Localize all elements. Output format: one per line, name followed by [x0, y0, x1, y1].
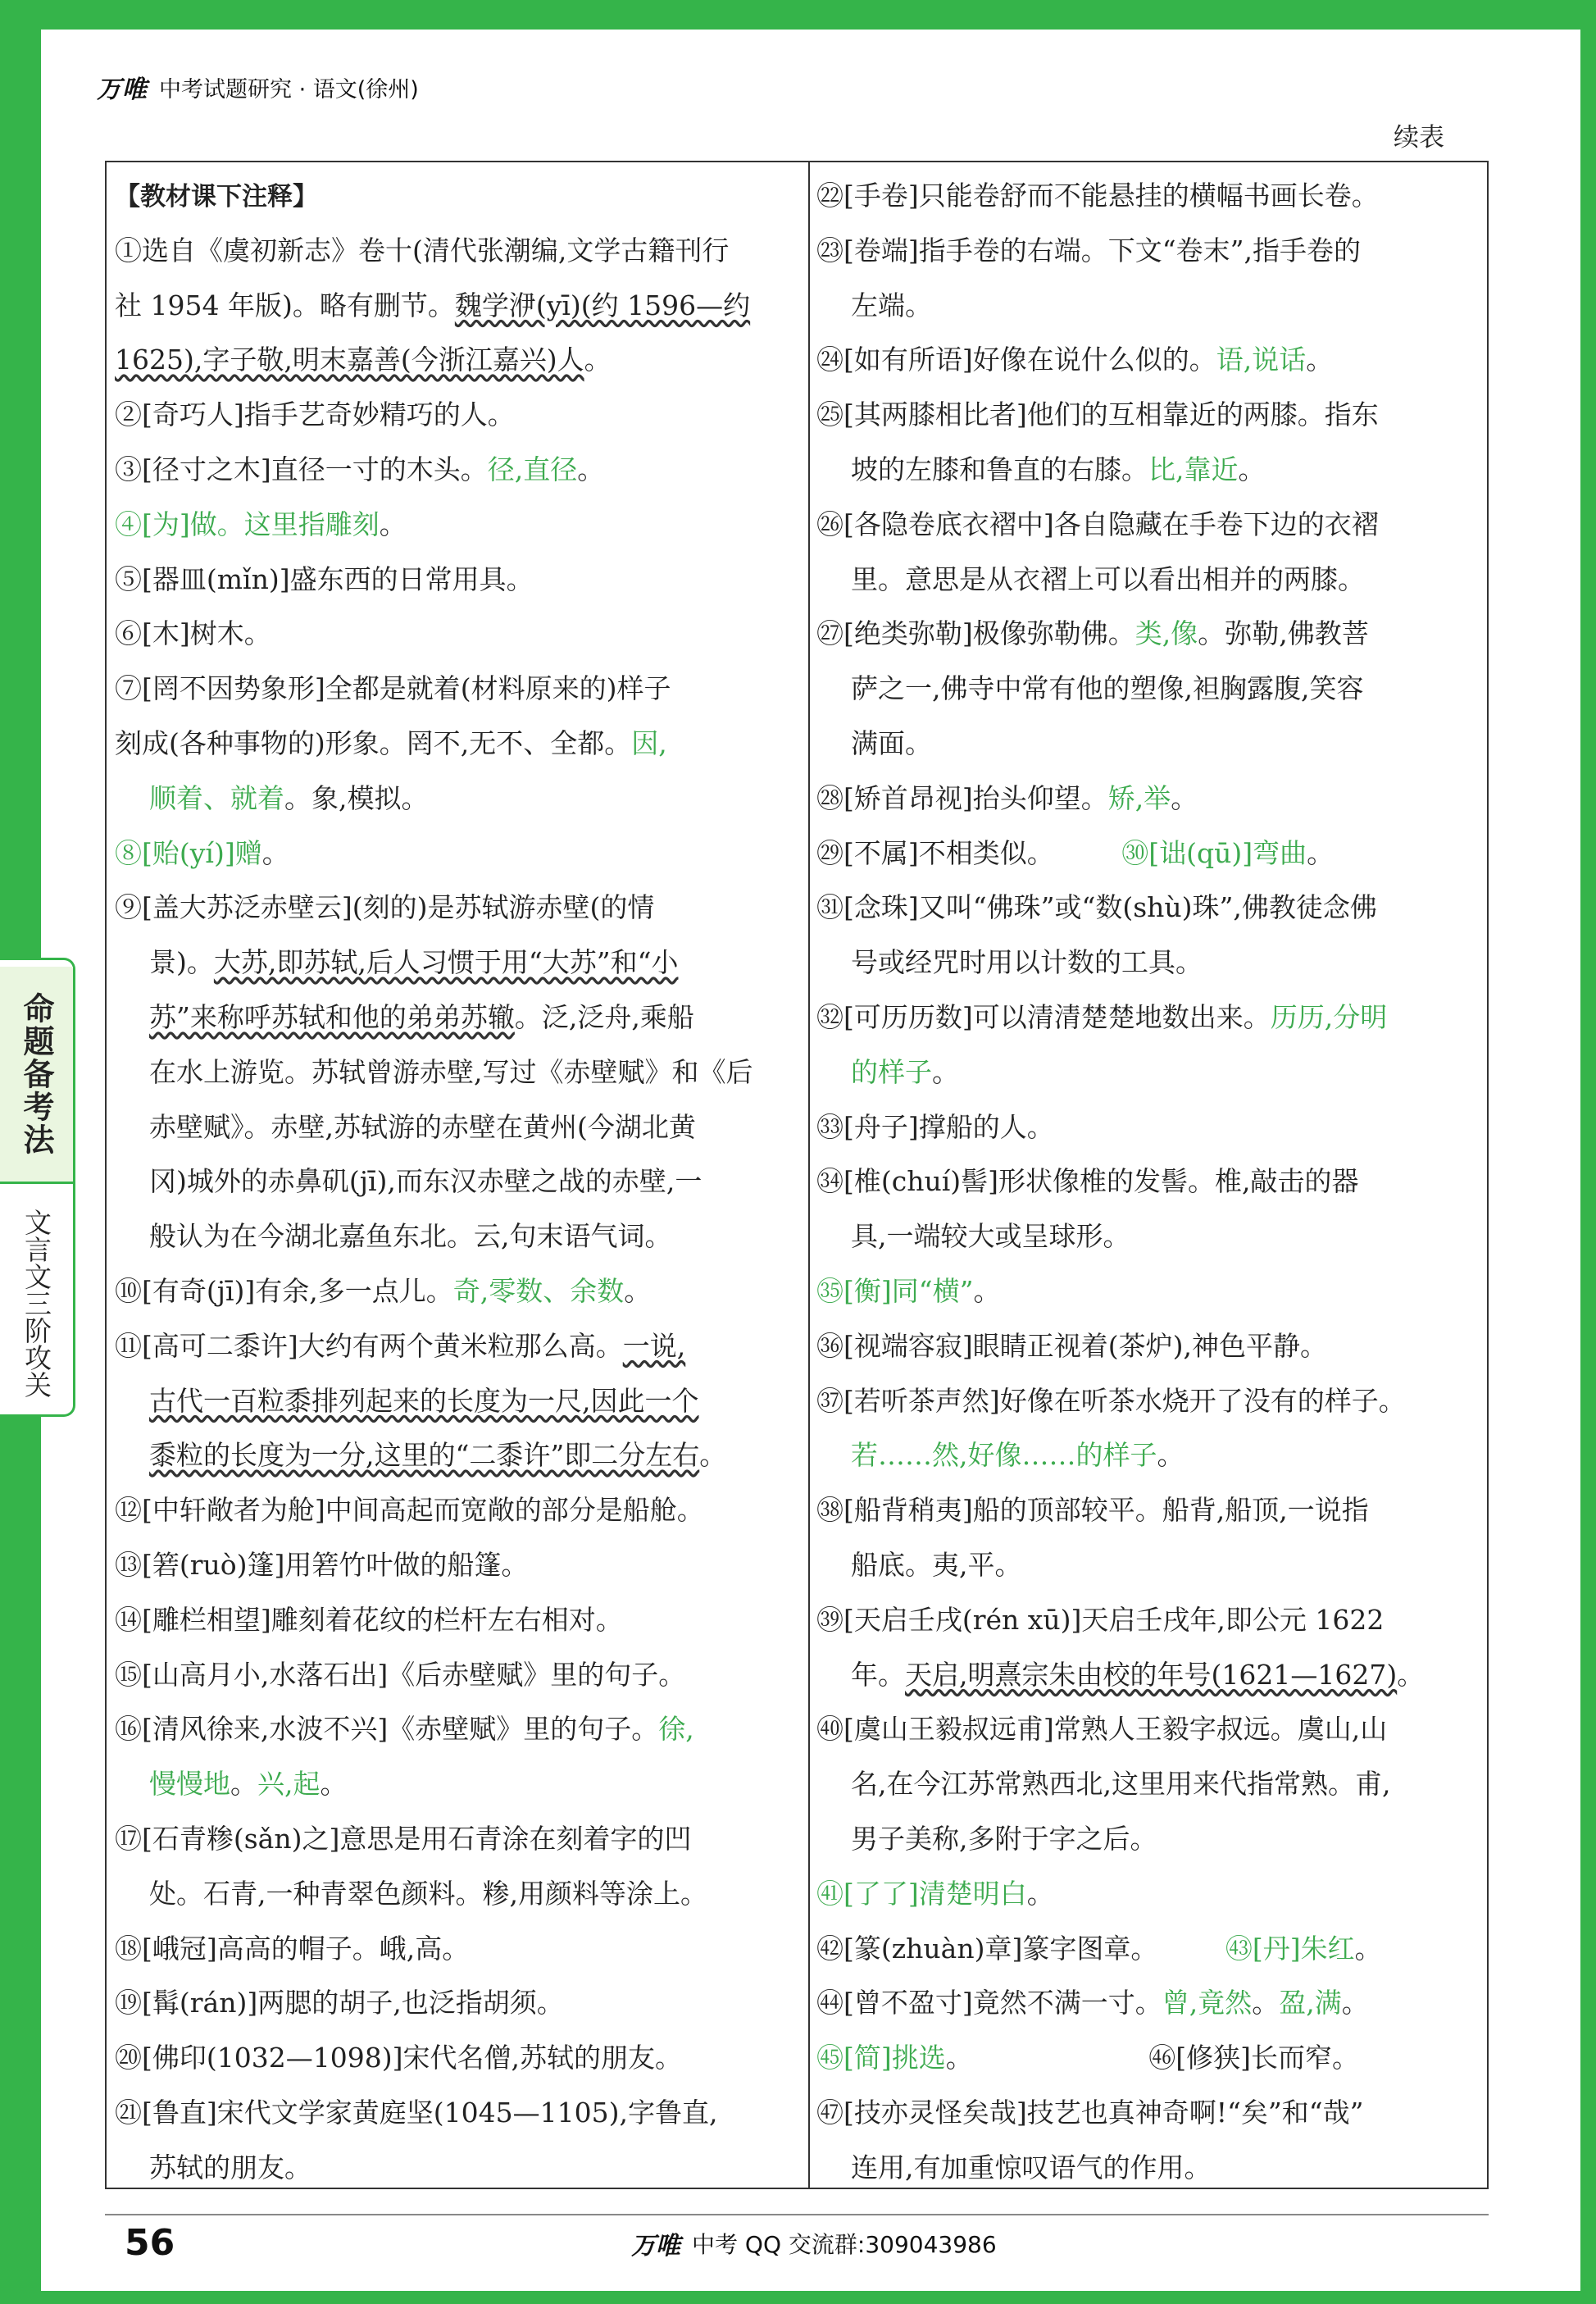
note-line: [816, 498, 1480, 553]
bottom-rule: [105, 2214, 1489, 2215]
note-text: 船底。夷,平。: [851, 1548, 1022, 1581]
note-text: 。: [584, 344, 612, 376]
note-line: [115, 279, 795, 334]
note-line: [816, 1538, 1480, 1593]
note-text: ⑤[器皿(mǐn)]盛东西的日常用具。: [115, 562, 534, 595]
note-line: [816, 1374, 1480, 1429]
annotation-highlight: 顺着、就着: [149, 781, 284, 814]
note-line: [115, 1100, 795, 1155]
note-line: [115, 826, 795, 881]
note-text: ㊵[虞山王毅叔远甫]常熟人王毅字叔远。虞山,山: [816, 1713, 1388, 1746]
side-tab-primary: 命题备考法: [0, 967, 73, 1184]
note-line: [816, 443, 1480, 498]
annotation-highlight: 的样子: [851, 1055, 932, 1088]
note-line: [115, 2086, 795, 2141]
note-text: 左端。: [851, 289, 932, 321]
green-frame-top: [0, 0, 1596, 30]
annotation-highlight: 若……然,好像……的样子: [851, 1439, 1157, 1472]
note-text: ⑯[清风徐来,水波不兴]《赤壁赋》里的句子。: [115, 1713, 659, 1746]
note-line: [816, 607, 1480, 662]
note-line: [115, 1922, 795, 1977]
note-text: 。: [1306, 344, 1334, 376]
annotation-highlight: 曾,竟然: [1162, 1987, 1253, 2019]
note-line: [816, 1867, 1480, 1922]
note-text: 。: [1026, 1877, 1054, 1910]
note-text: 。弥勒,佛教菩: [1198, 617, 1369, 650]
note-line: [115, 2031, 795, 2086]
green-frame-right: [1580, 0, 1596, 2304]
annotation-highlight: 因,: [631, 726, 667, 759]
note-text: 连用,有加重惊叹语气的作用。: [851, 2151, 1212, 2183]
note-text: ㊳[船背稍夷]船的顶部较平。船背,船顶,一说指: [816, 1494, 1369, 1527]
note-line: [115, 1264, 795, 1319]
note-text: 刻成(各种事物的)形象。罔不,无不、全都。: [115, 726, 632, 759]
note-line: [816, 2141, 1480, 2196]
note-text: ⑱[峨冠]高高的帽子。峨,高。: [115, 1932, 470, 1965]
note-line: [816, 1702, 1480, 1757]
underlined-text: 魏学洢(yī)(约 1596—约: [454, 289, 751, 321]
note-text: ㊲[若听茶声然]好像在听茶水烧开了没有的样子。: [816, 1384, 1406, 1417]
note-text: ㉘[矫首昂视]抬头仰望。: [816, 781, 1108, 814]
note-text: 。: [261, 836, 289, 869]
note-text: ⑩[有奇(jī)]有余,多一点儿。: [115, 1274, 453, 1307]
note-text: ②[奇巧人]指手艺奇妙精巧的人。: [115, 398, 515, 431]
note-line: [115, 2141, 795, 2196]
footer-brand-logo: 万唯: [631, 2232, 680, 2261]
note-text: ⑪[高可二黍许]大约有两个黄米粒那么高。: [115, 1329, 623, 1362]
note-line: [816, 881, 1480, 936]
note-line: [816, 1045, 1480, 1100]
note-text: ㉒[手卷]只能卷舒而不能悬挂的横幅书画长卷。: [816, 180, 1379, 212]
note-text: ㉝[舟子]撑船的人。: [816, 1110, 1054, 1143]
note-text: 。: [1157, 1439, 1184, 1472]
annotation-highlight: 径,直径: [487, 453, 578, 485]
note-text: ⑦[罔不因势象形]全都是就着(材料原来的)样子: [115, 672, 671, 705]
note-line: [816, 2031, 1480, 2086]
note-line: [115, 772, 795, 826]
note-text: ⑥[木]树木。: [115, 617, 271, 650]
underlined-text: 天启,明熹宗朱由校的年号(1621—1627): [905, 1658, 1398, 1691]
note-line: [816, 1154, 1480, 1209]
annotation-highlight: ㉚[诎(qū)]弯曲: [1121, 836, 1307, 869]
note-text: 景)。: [149, 946, 214, 979]
annotation-highlight: ④[为]做。这里指雕刻: [115, 508, 380, 540]
note-line: [115, 1648, 795, 1703]
note-line: [115, 1045, 795, 1100]
note-text: 年。: [851, 1658, 905, 1691]
note-text: 。: [1238, 453, 1266, 485]
note-line: [115, 1319, 795, 1374]
note-text: 满面。: [851, 726, 932, 759]
note-text: 赤壁赋》。赤壁,苏轼游的赤壁在黄州(今湖北黄: [149, 1110, 696, 1143]
note-text: ㊼[技亦灵怪矣哉]技艺也真神奇啊!“矣”和“哉”: [816, 2096, 1364, 2129]
underlined-text: 一说,: [622, 1329, 686, 1362]
note-line: [115, 990, 795, 1045]
annotation-highlight: 历历,分明: [1270, 1000, 1388, 1033]
footer-text: 中考 QQ 交流群:309043986: [692, 2231, 997, 2258]
annotation-highlight: 类,像: [1134, 617, 1198, 650]
notes-left-column: [115, 169, 795, 2195]
section-heading: 【教材课下注释】: [115, 182, 318, 212]
note-line: [115, 443, 795, 498]
note-text: 坡的左膝和鲁直的右膝。: [851, 453, 1148, 485]
note-line: [115, 1976, 795, 2031]
note-line: [115, 553, 795, 608]
annotation-highlight: ㉟[衡]同“横”: [816, 1274, 974, 1307]
note-text: 。: [1307, 836, 1335, 869]
note-text: ㉗[绝类弥勒]极像弥勒佛。: [816, 617, 1135, 650]
note-text: 。: [973, 1274, 1001, 1307]
note-text: ㉜[可历历数]可以清清楚楚地数出来。: [816, 1000, 1271, 1033]
note-line: [816, 279, 1480, 334]
note-line: [816, 1264, 1480, 1319]
note-text: ㊱[视端容寂]眼睛正视着(茶炉),神色平静。: [816, 1329, 1327, 1362]
note-line: [115, 717, 795, 772]
note-text: ㊻[修狭]长而窄。: [1148, 2042, 1359, 2074]
side-tab-secondary: 文言文三阶攻关: [20, 1208, 52, 1398]
note-text: 号或经咒时用以计数的工具。: [851, 946, 1203, 979]
note-line: [816, 224, 1480, 279]
note-text: ㉓[卷端]指手卷的右端。下文“卷末”,指手卷的: [816, 234, 1361, 266]
note-line: [816, 1593, 1480, 1648]
note-text: 。: [320, 1768, 348, 1801]
annotation-highlight: 奇,零数、余数: [452, 1274, 625, 1307]
annotation-highlight: 徐,: [658, 1713, 694, 1746]
note-text: ⑨[盖大苏泛赤壁云](刻的)是苏轼游赤壁(的情: [115, 891, 655, 924]
note-line: [816, 1100, 1480, 1155]
note-text: 苏轼的朋友。: [149, 2151, 311, 2183]
note-text: 般认为在今湖北嘉鱼东北。云,句末语气词。: [149, 1220, 672, 1253]
side-tab: [0, 958, 75, 1417]
note-line: [816, 662, 1480, 717]
page-header: [97, 71, 419, 103]
annotation-highlight: ㊸[丹]朱红: [1225, 1932, 1355, 1965]
note-line: [816, 1483, 1480, 1538]
note-text: ⑬[箬(ruò)篷]用箬竹叶做的船篷。: [115, 1548, 529, 1581]
note-text: 里。意思是从衣褶上可以看出相并的两膝。: [851, 562, 1365, 595]
annotation-highlight: ⑧[贻(yí)]赠: [115, 836, 262, 869]
note-line: [816, 1812, 1480, 1867]
note-text: ③[径寸之木]直径一寸的木头。: [115, 453, 488, 485]
note-text: 。: [945, 2042, 960, 2074]
book-title: 中考试题研究 · 语文(徐州): [159, 76, 419, 102]
note-text: ㉛[念珠]又叫“佛珠”或“数(shù)珠”,佛教徒念佛: [816, 891, 1377, 924]
note-text: 。: [624, 1274, 652, 1307]
note-line: [816, 1209, 1480, 1264]
note-line: [115, 936, 795, 990]
note-text: 。: [932, 1055, 959, 1088]
note-line: [115, 224, 795, 279]
note-line: [816, 333, 1480, 388]
annotation-highlight: 矫,举: [1107, 781, 1171, 814]
note-line: [115, 662, 795, 717]
annotation-highlight: 兴,起: [257, 1768, 321, 1801]
note-line: [816, 169, 1480, 224]
note-text: ㉙[不属]不相类似。: [816, 836, 1041, 869]
note-text: ⑳[佛印(1032—1098)]宋代名僧,苏轼的朋友。: [115, 2042, 682, 2074]
note-text: 名,在今江苏常熟西北,这里用来代指常熟。甫,: [851, 1768, 1391, 1801]
note-text: 冈)城外的赤鼻矶(jī),而东汉赤壁之战的赤壁,一: [149, 1165, 703, 1198]
note-text: ⑫[中轩敞者为舱]中间高起而宽敞的部分是船舱。: [115, 1494, 704, 1527]
note-text: 。象,模拟。: [284, 781, 429, 814]
note-line: [115, 1702, 795, 1757]
note-line: [816, 1428, 1480, 1483]
note-text: ㊴[天启壬戌(rén xū)]天启壬戌年,即公元 1622: [816, 1603, 1385, 1636]
continued-label: 续表: [1394, 123, 1444, 153]
note-text: 萨之一,佛寺中常有他的塑像,袒胸露腹,笑容: [851, 672, 1364, 705]
note-text: ⑭[雕栏相望]雕刻着花纹的栏杆左右相对。: [115, 1603, 623, 1636]
note-text: ⑲[髯(rán)]两腮的胡子,也泛指胡须。: [115, 1987, 564, 2019]
note-line: [115, 1374, 795, 1429]
note-line: [115, 1593, 795, 1648]
note-line: [115, 388, 795, 443]
note-line: [115, 1867, 795, 1922]
note-line: [816, 553, 1480, 608]
note-line: [816, 1922, 1480, 1977]
note-text: ⑰[石青糁(sǎn)之]意思是用石青涂在刻着字的凹: [115, 1822, 692, 1855]
note-text: ㊷[篆(zhuàn)章]篆字图章。: [816, 1932, 1144, 1965]
note-line: [115, 1757, 795, 1812]
note-text: ⑮[山高月小,水落石出]《后赤壁赋》里的句子。: [115, 1658, 686, 1691]
annotation-highlight: ㊺[简]挑选: [816, 2042, 946, 2074]
note-text: 在水上游览。苏轼曾游赤壁,写过《赤壁赋》和《后: [149, 1055, 753, 1088]
note-line: [816, 936, 1480, 990]
page-footer: [631, 2225, 997, 2261]
note-text: 。: [379, 508, 407, 540]
annotation-highlight: 盈,满: [1279, 1987, 1342, 2019]
note-text: 社 1954 年版)。略有删节。: [115, 289, 455, 321]
underlined-text: 苏”来称呼苏轼和他的弟弟苏辙: [149, 1000, 515, 1033]
annotation-highlight: ㊶[了了]清楚明白: [816, 1877, 1027, 1910]
note-line: [816, 990, 1480, 1045]
note-text: 处。石青,一种青翠色颜料。糁,用颜料等涂上。: [149, 1877, 707, 1910]
note-text: ㉞[椎(chuí)髻]形状像椎的发髻。椎,敲击的器: [816, 1165, 1359, 1198]
note-line: [816, 1648, 1480, 1703]
note-line: [115, 333, 795, 388]
annotation-highlight: 比,靠近: [1148, 453, 1239, 485]
note-line: [115, 1428, 795, 1483]
note-text: 。: [230, 1768, 257, 1801]
brand-logo: 万唯: [97, 75, 148, 104]
note-line: [115, 169, 795, 224]
notes-right-column: [816, 169, 1480, 2195]
note-line: [816, 1757, 1480, 1812]
note-line: [115, 1209, 795, 1264]
note-line: [115, 607, 795, 662]
note-text: 。: [1171, 781, 1198, 814]
page-number: 56: [125, 2222, 175, 2264]
note-line: [816, 772, 1480, 826]
note-text: 。: [1397, 1658, 1425, 1691]
green-frame-bottom: [0, 2291, 1596, 2304]
note-text: 男子美称,多附于字之后。: [851, 1822, 1157, 1855]
underlined-text: 1625),字子敬,明末嘉善(今浙江嘉兴)人: [115, 344, 584, 376]
note-line: [115, 498, 795, 553]
note-text: 具,一端较大或呈球形。: [851, 1220, 1130, 1253]
note-line: [816, 826, 1480, 881]
note-text: 。: [1341, 1987, 1369, 2019]
note-text: ㉔[如有所语]好像在说什么似的。: [816, 344, 1216, 376]
note-text: 。: [577, 453, 605, 485]
note-line: [115, 1538, 795, 1593]
note-line: [115, 1812, 795, 1867]
note-text: ㉕[其两膝相比者]他们的互相靠近的两膝。指东: [816, 398, 1379, 431]
underlined-text: 黍粒的长度为一分,这里的“二黍许”即二分左右: [149, 1439, 700, 1472]
note-text: [1040, 837, 1121, 869]
note-text: ㉖[各隐卷底衣褶中]各自隐藏在手卷下边的衣褶: [816, 508, 1379, 540]
note-text: ①选自《虞初新志》卷十(清代张潮编,文学古籍刊行: [115, 234, 730, 266]
note-line: [816, 717, 1480, 772]
underlined-text: 古代一百粒黍排列起来的长度为一尺,因此一个: [149, 1384, 699, 1417]
underlined-text: 大苏,即苏轼,后人习惯于用“大苏”和“小: [213, 946, 679, 979]
note-text: 。: [1252, 1987, 1280, 2019]
note-line: [115, 1483, 795, 1538]
note-line: [816, 1319, 1480, 1374]
annotation-highlight: 慢慢地: [149, 1768, 230, 1801]
note-line: [816, 1976, 1480, 2031]
note-text: 。: [1354, 1932, 1382, 1965]
note-text: ㉑[鲁直]宋代文学家黄庭坚(1045—1105),字鲁直,: [115, 2096, 718, 2129]
annotation-highlight: 语,说话: [1216, 344, 1307, 376]
note-text: ㊹[曾不盈寸]竟然不满一寸。: [816, 1987, 1162, 2019]
column-divider: [808, 161, 810, 2189]
note-line: [816, 2086, 1480, 2141]
note-text: 。: [699, 1439, 727, 1472]
note-text: [1144, 1933, 1225, 1965]
note-line: [115, 881, 795, 936]
note-text: [959, 2042, 1148, 2074]
note-text: 。泛,泛舟,乘船: [514, 1000, 694, 1033]
note-line: [115, 1154, 795, 1209]
note-line: [816, 388, 1480, 443]
